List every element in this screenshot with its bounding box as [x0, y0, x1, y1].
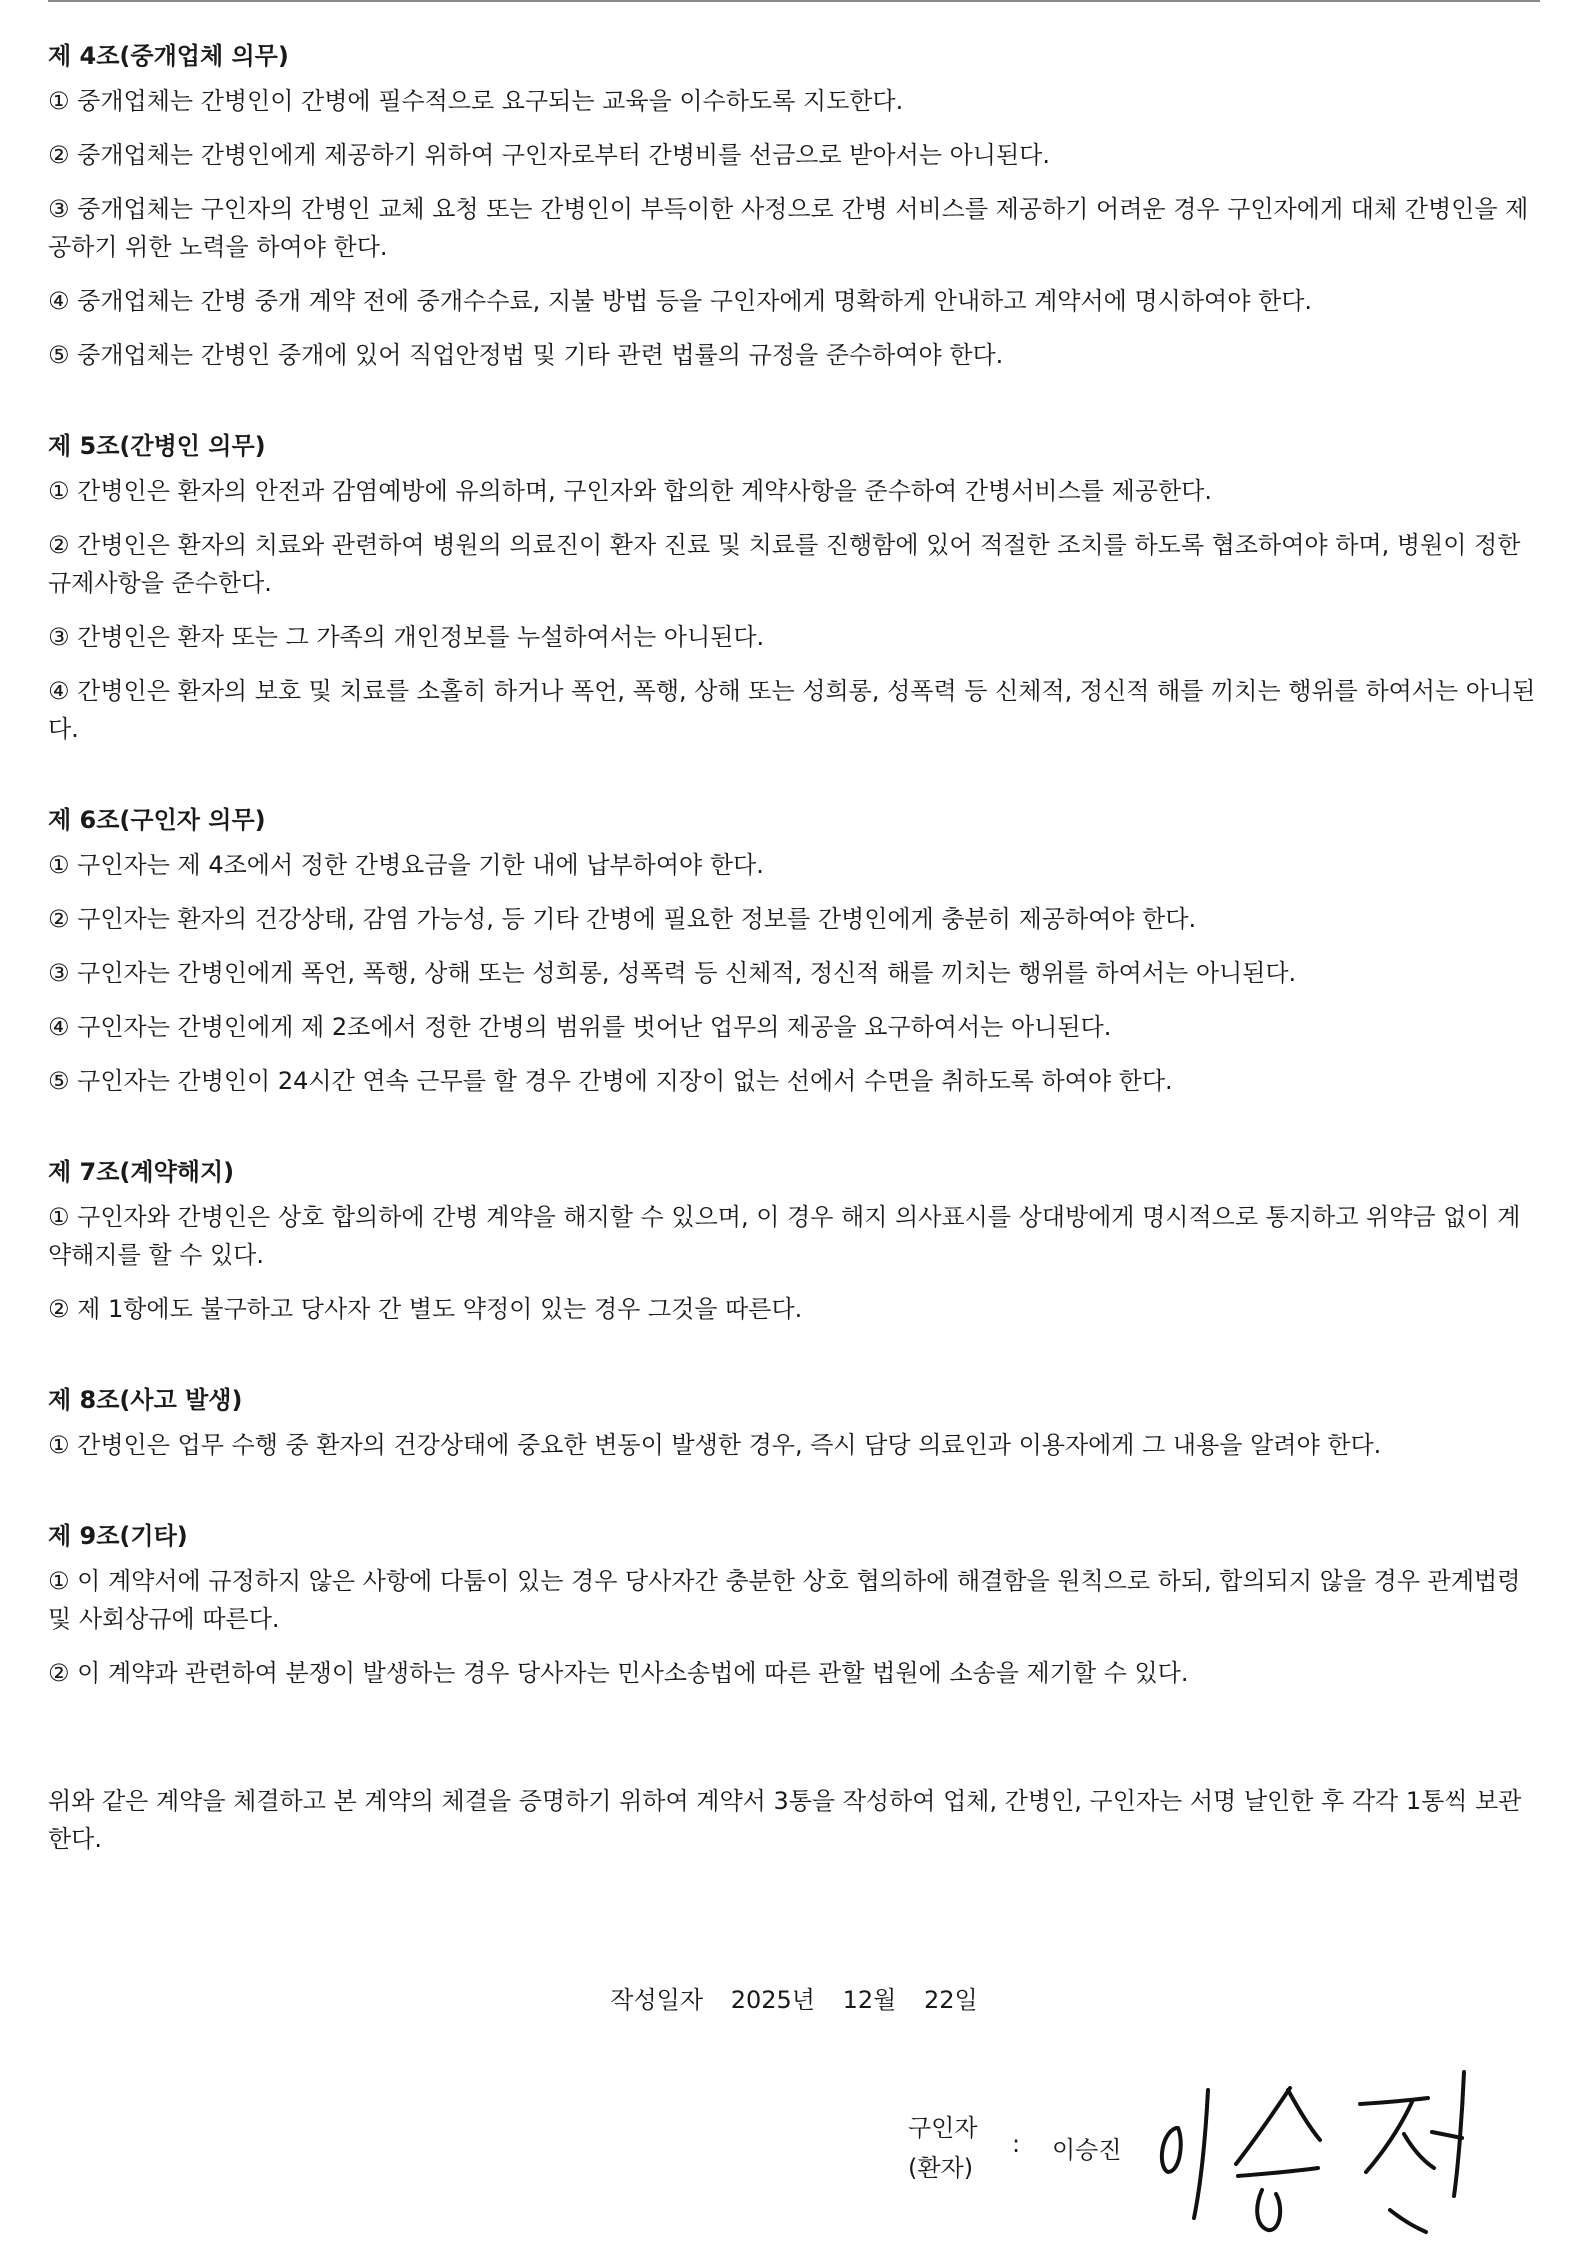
article-9	[48, 1520, 1540, 1692]
date-month: 12월	[842, 1986, 897, 2014]
article-title: 제 7조(계약해지)	[48, 1158, 235, 1186]
article-title: 제 6조(구인자 의무)	[48, 806, 266, 834]
clause-item: ② 중개업체는 간병인에게 제공하기 위하여 구인자로부터 간병비를 선금으로 받아서는 아니된다.	[48, 141, 1050, 169]
clause-item: ① 중개업체는 간병인이 간병에 필수적으로 요구되는 교육을 이수하도록 지도한다.	[48, 87, 904, 115]
article-7	[48, 1156, 1540, 1328]
date-row	[0, 1984, 1588, 2016]
clause-item: ③ 중개업체는 구인자의 간병인 교체 요청 또는 간병인이 부득이한 사정으로 간병 서비스를 제공하기 어려운 경우 구인자에게 대체 간병인을 제공하기 위한 노력을 하여야 한다.	[48, 195, 1529, 261]
date-day: 22일	[923, 1986, 978, 2014]
signer-colon: :	[1012, 2130, 1021, 2158]
date-year: 2025년	[730, 1986, 815, 2014]
clause-item: ① 간병인은 환자의 안전과 감염예방에 유의하며, 구인자와 합의한 계약사항을 준수하여 간병서비스를 제공한다.	[48, 477, 1212, 505]
clause-item: ⑤ 중개업체는 간병인 중개에 있어 직업안정법 및 기타 관련 법률의 규정을 준수하여야 한다.	[48, 341, 1004, 369]
clause-item: ④ 중개업체는 간병 중개 계약 전에 중개수수료, 지불 방법 등을 구인자에게 명확하게 안내하고 계약서에 명시하여야 한다.	[48, 287, 1313, 315]
clause-item: ① 구인자는 제 4조에서 정한 간병요금을 기한 내에 납부하여야 한다.	[48, 851, 764, 879]
clause-item: ② 간병인은 환자의 치료와 관련하여 병원의 의료진이 환자 진료 및 치료를 진행함에 있어 적절한 조치를 하도록 협조하여야 하며, 병원이 정한 규제사항을 준수한다.	[48, 531, 1521, 597]
date-label: 작성일자	[610, 1986, 704, 2014]
article-5	[48, 430, 1540, 748]
clause-item: ④ 간병인은 환자의 보호 및 치료를 소홀히 하거나 폭언, 폭행, 상해 또는 성희롱, 성폭력 등 신체적, 정신적 해를 끼치는 행위를 하여서는 아니된다.	[48, 677, 1536, 743]
signer-role	[908, 2108, 1028, 2188]
clause-item: ④ 구인자는 간병인에게 제 2조에서 정한 간병의 범위를 벗어난 업무의 제공을 요구하여서는 아니된다.	[48, 1013, 1112, 1041]
signer-name: 이승진	[1052, 2136, 1122, 2164]
clause-item: ③ 구인자는 간병인에게 폭언, 폭행, 상해 또는 성희롱, 성폭력 등 신체적, 정신적 해를 끼치는 행위를 하여서는 아니된다.	[48, 959, 1297, 987]
clause-item: ② 이 계약과 관련하여 분쟁이 발생하는 경우 당사자는 민사소송법에 따른 관할 법원에 소송을 제기할 수 있다.	[48, 1659, 1189, 1687]
article-title: 제 9조(기타)	[48, 1522, 188, 1550]
closing-statement: 위와 같은 계약을 체결하고 본 계약의 체결을 증명하기 위하여 계약서 3통을 작성하여 업체, 간병인, 구인자는 서명 날인한 후 각각 1통씩 보관한다.	[48, 1787, 1522, 1853]
signer-role-line1: 구인자	[908, 2114, 978, 2142]
signer-role-line2: (환자)	[908, 2154, 974, 2182]
clause-item: ② 제 1항에도 불구하고 당사자 간 별도 약정이 있는 경우 그것을 따른다.	[48, 1295, 803, 1323]
top-divider	[48, 0, 1540, 2]
clause-item: ③ 간병인은 환자 또는 그 가족의 개인정보를 누설하여서는 아니된다.	[48, 623, 765, 651]
clause-item: ① 이 계약서에 규정하지 않은 사항에 다툼이 있는 경우 당사자간 충분한 상호 협의하에 해결함을 원칙으로 하되, 합의되지 않을 경우 관계법령 및 사회상규에 따른다.	[48, 1567, 1521, 1633]
article-title: 제 5조(간병인 의무)	[48, 432, 266, 460]
article-title: 제 8조(사고 발생)	[48, 1386, 243, 1414]
clause-item: ⑤ 구인자는 간병인이 24시간 연속 근무를 할 경우 간병에 지장이 없는 선에서 수면을 취하도록 하여야 한다.	[48, 1067, 1173, 1095]
article-8	[48, 1384, 1540, 1464]
article-title: 제 4조(중개업체 의무)	[48, 42, 289, 70]
clause-item: ① 구인자와 간병인은 상호 합의하에 간병 계약을 해지할 수 있으며, 이 경우 해지 의사표시를 상대방에게 명시적으로 통지하고 위약금 없이 계약해지를 할 수 있다.	[48, 1203, 1521, 1269]
contract-body	[48, 40, 1540, 1858]
article-6	[48, 804, 1540, 1100]
article-4	[48, 40, 1540, 374]
handwritten-signature	[1150, 2068, 1530, 2245]
clause-item: ① 간병인은 업무 수행 중 환자의 건강상태에 중요한 변동이 발생한 경우, 즉시 담당 의료인과 이용자에게 그 내용을 알려야 한다.	[48, 1431, 1382, 1459]
clause-item: ② 구인자는 환자의 건강상태, 감염 가능성, 등 기타 간병에 필요한 정보를 간병인에게 충분히 제공하여야 한다.	[48, 905, 1197, 933]
